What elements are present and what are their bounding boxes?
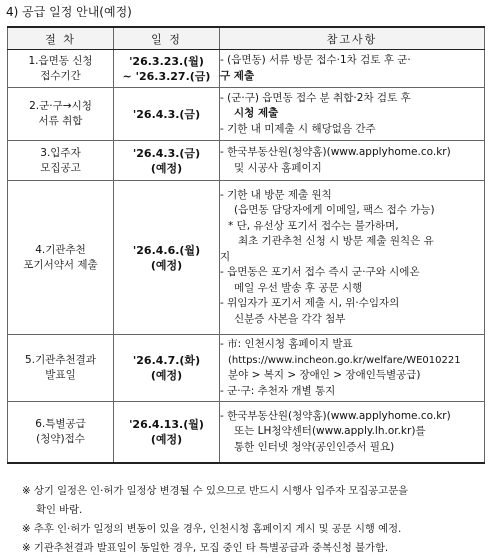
- table-row: [8, 181, 485, 335]
- step-cell: 1.읍면동 신청 접수기간: [8, 50, 114, 88]
- date-cell: '26.4.6.(월) (예정): [114, 181, 220, 335]
- supply-schedule-table: [7, 26, 485, 464]
- note-line: 통한 인터넷 청약(공인인증서 필요): [234, 440, 395, 453]
- note-line: * 단, 유선상 포기서 접수는 불가하며,: [228, 219, 399, 232]
- table-row: [8, 50, 485, 88]
- footnote: ※ 상기 일정은 인·허가 일정상 변경될 수 있으므로 반드시 시행사 입주자 모집공고문을: [22, 485, 409, 497]
- notes-cell: [220, 141, 485, 181]
- table-row: [8, 141, 485, 181]
- notes-cell: [220, 88, 485, 141]
- table-row: [8, 88, 485, 141]
- note-line: - 위임자가 포기서 제출 시, 위·수임자의: [220, 297, 400, 310]
- footnote: ※ 기관추천결과 발표일이 동일한 경우, 모집 중인 타 특별공급과 중복신청 불가함.: [22, 542, 389, 554]
- note-line: (https://www.incheon.go.kr/welfare/WE010221: [228, 354, 461, 366]
- note-line: 또는 LH청약센터(www.apply.lh.or.kr)를: [234, 425, 426, 437]
- date-cell: '26.4.3.(금) (예정): [114, 141, 220, 181]
- note-line: - 市: 인천시청 홈페이지 발표: [220, 338, 353, 350]
- note-line: 시청 제출: [234, 107, 279, 120]
- note-line: - 한국부동산원(청약홈)(www.applyhome.co.kr): [220, 146, 451, 158]
- footnote: 확인 바람.: [36, 504, 83, 516]
- note-line: - (군·구) 읍면동 접수 분 취합·2차 검토 후: [220, 91, 411, 104]
- note-line: - (읍면동) 서류 방문 접수·1차 검토 후 군·: [220, 54, 411, 66]
- note-line: - 군·구: 추천자 개별 통지: [220, 384, 336, 397]
- notes-cell: [220, 335, 485, 402]
- note-line: 구 제출: [220, 69, 255, 82]
- header-date: 일 정: [114, 27, 220, 50]
- note-line: - 기한 내 방문 제출 원칙: [220, 188, 332, 201]
- header-notes: 참고사항: [220, 27, 485, 50]
- note-line: (읍면동 담당자에게 이메일, 팩스 접수 가능): [234, 204, 435, 217]
- note-line: 지: [220, 250, 231, 263]
- date-cell: '26.4.7.(화) (예정): [114, 335, 220, 402]
- section-title: 4) 공급 일정 안내(예정): [6, 5, 132, 19]
- note-line: 및 시공사 홈페이지: [234, 161, 322, 174]
- note-line: - 한국부동산원(청약홈)(www.applyhome.co.kr): [220, 409, 451, 422]
- step-cell: 3.입주자 모집공고: [8, 141, 114, 181]
- note-line: 분야 > 복지 > 장애인 > 장애인득별공급): [228, 369, 421, 381]
- step-cell: 4.기관추천 포기서약서 제출: [8, 181, 114, 335]
- note-line: 메일 우선 발송 후 공문 시행: [234, 281, 363, 294]
- footnote: ※ 추후 인·허가 일정의 변동이 있을 경우, 인천시청 홈페이지 게시 및 공문 시행 예정.: [22, 523, 402, 535]
- date-cell: '26.3.23.(월) ~ '26.3.27.(금): [114, 50, 220, 88]
- table-row: [8, 402, 485, 463]
- table-row: [8, 335, 485, 402]
- table-header-row: [8, 27, 485, 50]
- notes-cell: [220, 181, 485, 335]
- step-cell: 5.기관추천결과 발표일: [8, 335, 114, 402]
- note-line: - 기한 내 미제출 시 해당없음 간주: [220, 122, 376, 135]
- date-cell: '26.4.3.(금): [114, 88, 220, 141]
- note-line: 신분증 사본을 각각 첨부: [234, 312, 346, 325]
- step-cell: 2.군·구→시청 서류 취합: [8, 88, 114, 141]
- notes-cell: [220, 50, 485, 88]
- footnotes: [22, 482, 484, 558]
- notes-cell: [220, 402, 485, 463]
- header-step: 절 차: [8, 27, 114, 50]
- note-line: - 읍면동은 포기서 접수 즉시 군·구와 시에온: [220, 266, 420, 279]
- step-cell: 6.특별공급 (청약)접수: [8, 402, 114, 463]
- date-cell: '26.4.13.(월) (예정): [114, 402, 220, 463]
- note-line: 최초 기관추천 신청 시 방문 제출 원칙은 유: [238, 235, 434, 248]
